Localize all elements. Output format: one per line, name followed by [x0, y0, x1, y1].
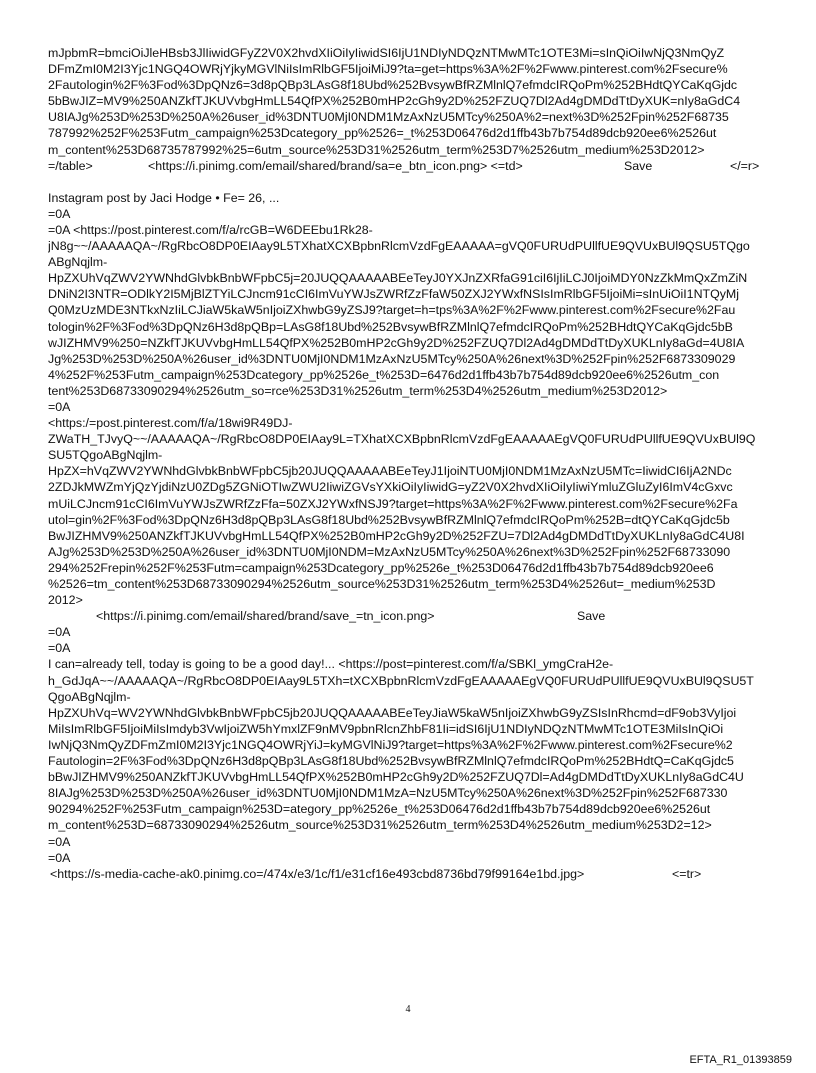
- text-line: <https:/=post.pinterest.com/f/a/18wi9R49DJ-: [48, 416, 293, 431]
- text-line: %2526=tm_content%253D68733090294%2526utm_source%253D31%2526utm_term%253D4%2526ut=_medium%253D: [48, 577, 716, 591]
- bates-number: EFTA_R1_01393859: [689, 1054, 792, 1066]
- text-line: U8IAJg%253D%253D%250A%26user_id%3DNTU0MjI0NDM1MzAxNzU5MTcy%250A%2=next%3D%252Fpin%252F68735: [48, 110, 729, 125]
- block-3: [48, 415, 776, 656]
- text-line: wJIZHMV9%250=NZkfTJKUVvbgHmLL54QfPX%252B0mHP2cGh9y2D%252FZUQ7Dl2Ad4gDMDdTtDyXUKLnIy8aGd=4U8IA: [48, 335, 745, 350]
- text-line: m_content%253D=68733090294%2526utm_source%253D31%2526utm_term%253D4%2526utm_medium%253D2=12>: [48, 818, 712, 833]
- text-line: AJg%253D%253D%250A%26user_id%3DNTU0MjI0NDM=MzAxNzU5MTcy%250A%26next%3D%252Fpin%252F68733090: [48, 544, 731, 559]
- table-close-row: [48, 158, 776, 174]
- table-close-tag: =/table>: [48, 158, 93, 173]
- text-line: =0A <https://post.pinterest.com/f/a/rcGB=W6DEEbu1Rk28-: [48, 222, 373, 237]
- text-line: ZWaTH_TJvyQ~~/AAAAAQA~/RgRbcO8DP0EIAay9L=TXhatXCXBpbnRlcmVzdFgEAAAAAEgVQ0FURUdPUllfUE9QVUxBUl9Q: [48, 432, 756, 447]
- text-line: tent%253D68733090294%2526utm_so=rce%253D31%2526utm_term%253D4%2526utm_medium%253D2012>: [48, 383, 668, 398]
- text-line: 90294%252F%253Futm_campaign%253D=ategory_pp%2526e_t%253D06476d2d1ffb43b7b754d89dcb920ee6%2526ut: [48, 802, 711, 817]
- text-line: bBwJIZHMV9%250ANZkfTJKUVvbgHmLL54QfPX%252B0mHP2cGh9y2D%252FZUQ7Dl=Ad4gDMDdTtDyXUKLnIy8aGdC4U: [48, 770, 744, 785]
- line-break-marker: =0A: [48, 206, 71, 221]
- text-line: HpZXUhVq=WV2YWNhdGlvbkBnbWFpbC5jb20JUQQAAAAABEeTeyJiaW5kaW5nIjoiZXhwbG9yZSIsInRhcmd=dF9ob3VyIjoi: [48, 705, 737, 720]
- text-line: jN8g~~/AAAAAQA~/RgRbcO8DP0EIAay9L5TXhatXCXBpbnRlcmVzdFgEAAAAA=gVQ0FURUdPUllfUE9QVUxBUl9QSU5TQgo: [48, 239, 750, 254]
- text-line: 2Fautologin%2F%3Fod%3DpQNz6=3d8pQBp3LAsG8f18Ubd%252BvsywBfRZMlnlQ7efmdcIRQoPm%252BHdtQYCaKqGjdc: [48, 78, 738, 93]
- page-number: 4: [405, 1004, 411, 1015]
- post-title: Instagram post by Jaci Hodge • Fe= 26, ...: [48, 190, 280, 205]
- row-close-tag: <=tr>: [672, 866, 702, 881]
- text-line: BwJIZHMV9%250ANZkfTJKUVvbgHmLL54QfPX%252B0mHP2cGh9y2D%252FZU=7Dl2Ad4gDMDdTtDyXUKLnIy8aGdC4U8I: [48, 528, 745, 543]
- text-line: utol=gin%2F%3Fod%3DpQNz6H3d8pQBp3LAsG8f18Ubd%252BvsywBfRZMlnlQ7efmdcIRQoPm%252B=dtQYCaKqGjdc5b: [48, 512, 730, 527]
- text-line: 787992%252F%253Futm_campaign%253Dcategory_pp%2526=_t%253D06476d2d1ffb43b7b754d89dcb920ee6%2526ut: [48, 126, 717, 141]
- line-break-marker: =0A: [48, 850, 71, 865]
- block-2: [48, 190, 776, 415]
- block-1: [48, 45, 776, 174]
- text-line: ABgNqjlm-: [48, 255, 108, 270]
- save-label: Save: [624, 158, 653, 173]
- row-close-tag: </=r>: [730, 158, 760, 173]
- text-line: 8IAJg%253D%253D%250A%26user_id%3DNTU0MjI0NDM1MzA=NzU5MTcy%250A%26next%3D%252Fpin%252F687330: [48, 786, 728, 801]
- text-line: Jg%253D%253D%250A%26user_id%3DNTU0MjI0NDM1MzAxNzU5MTcy%250A%26next%3D%252Fpin%252F6873309029: [48, 351, 736, 366]
- text-line: DNiN2I3NTR=ODlkY2I5MjBlZTYiLCJncm91cCI6ImVuYWJsZWRfZzFfaW50ZXJ2YWxfNSIsImRlbGF5IjoiMi=sInUiOiI1NTQyMj: [48, 287, 739, 302]
- text-line: QgoABgNqjlm-: [48, 689, 131, 704]
- text-line: I can=already tell, today is going to be a good day!... <https://post=pinterest.com/f/a/SBKl_ymgCraH2e-: [48, 657, 614, 672]
- text-line: 5bBwJIZ=MV9%250ANZkfTJKUVvbgHmLL54QfPX%252B0mHP2cGh9y2D%252FZUQ7Dl2Ad4gDMDdTtDyXUK=nIy8aGdC4: [48, 94, 741, 109]
- text-line: mJpbmR=bmciOiJleHBsb3JlIiwidGFyZ2V0X2hvdXIiOiIyIiwidSI6IjU1NDIyNDQzNTMwMTc1OTE3Mi=sInQiOiIwNjQ3NmQyZ: [48, 46, 725, 60]
- text-line: Fautologin=2F%3Fod%3DpQNz6H3d8pQBp3LAsG8f18Ubd%252BvsywBfRZMlnlQ7efmdcIRQoPm%252BHdtQ=CaKqGjdc5: [48, 754, 734, 769]
- text-line: 4%252F%253Futm_campaign%253Dcategory_pp%2526e_t%253D=6476d2d1ffb43b7b754d89dcb920ee6%2526utm_con: [48, 367, 720, 382]
- line-break-marker: =0A: [48, 625, 71, 640]
- line-break-marker: =0A: [48, 399, 71, 414]
- text-line: Q0MzUzMDE3NTkxNzIiLCJiaW5kaW5nIjoiZXhwbG9yZSJ9?target=h=tps%3A%2F%2Fwww.pinterest.com%2Fsecure%2Fau: [48, 303, 736, 318]
- save-label: Save: [577, 609, 606, 624]
- text-line: 294%252Frepin%252F%253Futm=campaign%253Dcategory_pp%2526e_t%253D06476d2d1ffb43b7b754d89dcb920ee6: [48, 560, 714, 575]
- text-line: HpZXUhVqZWV2YWNhdGlvbkBnbWFpbC5j=20JUQQAAAAABEeTeyJ0YXJnZXRfaG91ciI6IjIiLCJ0IjoiMDY0NzZkMmQxZmZiN: [48, 271, 748, 286]
- text-line: IwNjQ3NmQyZDFmZmI0M2I3Yjc1NGQ4OWRjYiJ=kyMGVlNiJ9?target=https%3A%2F%2Fwww.pinterest.com%2Fsecure%2: [48, 737, 733, 752]
- text-line: 2ZDJkMWZmYjQzYjdiNzU0ZDg5ZGNiOTIwZWU2IiwiZGVsYXkiOiIyIiwidG=yZ2V0X2hvdXIiOiIyIiwiYmluZGluZyI6ImV4cGxvc: [48, 480, 733, 495]
- email-body: [48, 45, 776, 882]
- text-line: HpZX=hVqZWV2YWNhdGlvbkBnbWFpbC5jb20JUQQAAAAABEeTeyJ1IjoiNTU0MjI0NDM1MzAxNzU5MTc=IiwidCI6IjA2NDc: [48, 464, 732, 479]
- text-line: 2012>: [48, 593, 83, 608]
- save-icon-url: <https://i.pinimg.com/email/shared/brand/save_=tn_icon.png>: [96, 609, 435, 624]
- save-icon-url: <https://i.pinimg.com/email/shared/brand/sa=e_btn_icon.png> <=td>: [148, 158, 523, 173]
- save-button-row: [48, 608, 776, 624]
- text-line: h_GdJqA~~/AAAAAQA~/RgRbcO8DP0EIAay9L5TXh=tXCXBpbnRlcmVzdFgEAAAAAEgVQ0FURUdPUllfUE9QVUxBUl9QSU5T: [48, 673, 754, 688]
- text-line: MiIsImRlbGF5IjoiMiIsImdyb3VwIjoiZW5hYmxlZF9nMV9pbnRlcnZhbF81Ii=idSI6IjU1NDIyNDQzNTMwMTc1OTE3MiIsInQiOi: [48, 721, 724, 736]
- text-line: tologin%2F%3Fod%3DpQNz6H3d8pQBp=LAsG8f18Ubd%252BvsywBfRZMlnlQ7efmdcIRQoPm%252BHdtQYCaKqGjdc5bB: [48, 319, 733, 334]
- line-break-marker: =0A: [48, 641, 71, 656]
- text-line: m_content%253D68735787992%25=6utm_source%253D31%2526utm_term%253D7%2526utm_medium%253D2012>: [48, 142, 705, 157]
- text-line: DFmZmI0M2I3Yjc1NGQ4OWRjYjkyMGVlNiIsImRlbGF5IjoiMiJ9?ta=get=https%3A%2F%2Fwww.pinterest.com%2Fsecure%: [48, 62, 728, 77]
- text-line: mUiLCJncm91cCI6ImVuYWJsZWRfZzFfa=50ZXJ2YWxfNSJ9?target=https%3A%2F%2Fwww.pinterest.com%2Fsecure%2Fa: [48, 496, 738, 511]
- text-line: SU5TQgoABgNqjlm-: [48, 448, 163, 463]
- block-4: [48, 656, 776, 881]
- line-break-marker: =0A: [48, 834, 71, 849]
- image-url-row: [48, 866, 776, 882]
- image-url: <https://s-media-cache-ak0.pinimg.co=/474x/e3/1c/f1/e31cf16e493cbd8736bd79f99164e1bd.jpg>: [50, 866, 585, 881]
